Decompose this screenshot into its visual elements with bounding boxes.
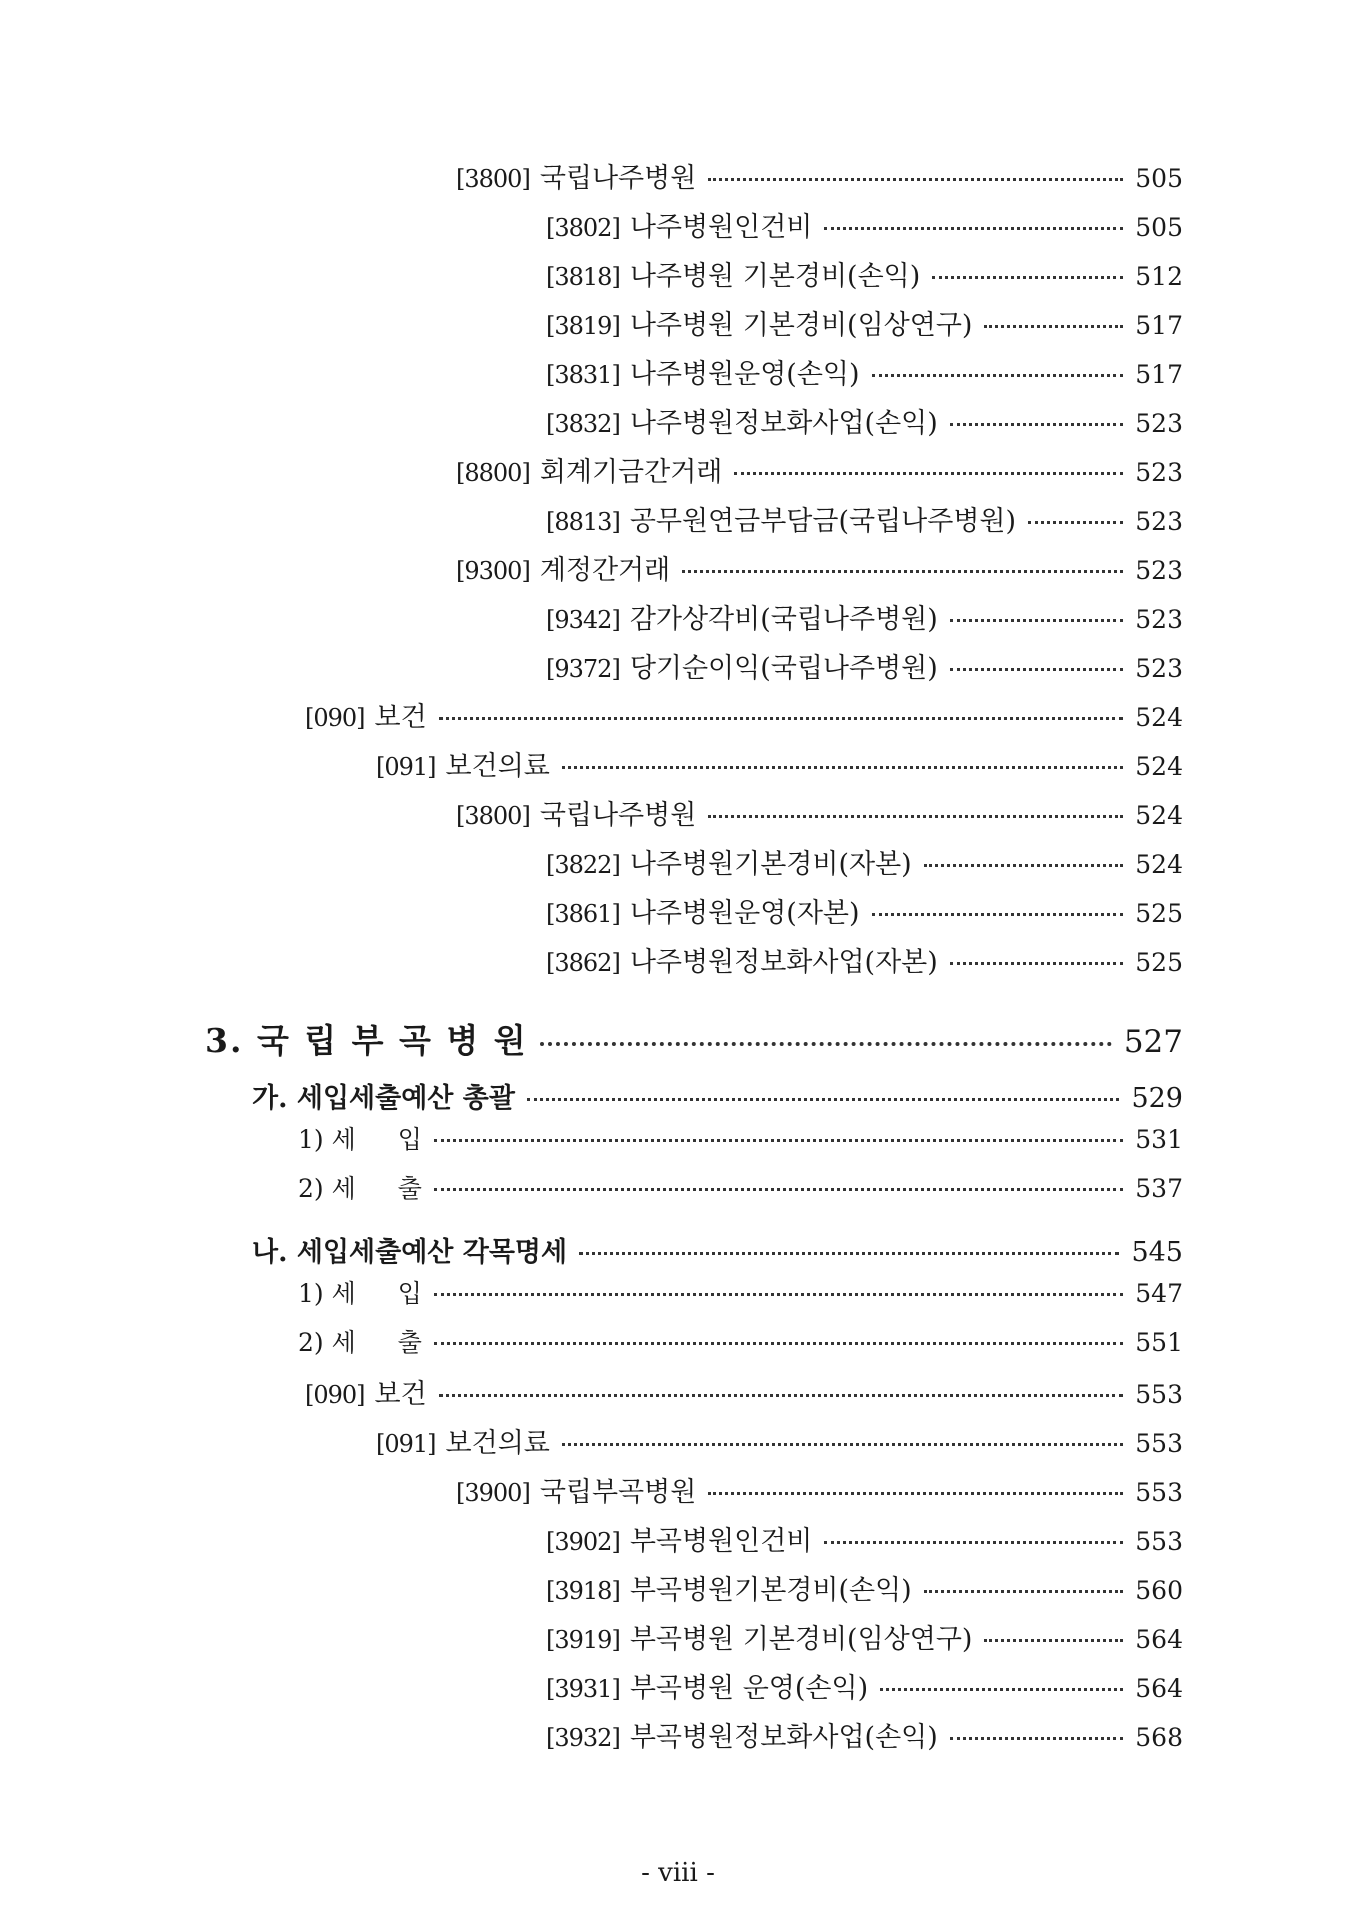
toc-item <box>298 1120 1183 1156</box>
toc-page-number: 527 <box>1123 1024 1183 1060</box>
toc-page-number: 523 <box>1135 409 1183 438</box>
toc-label: 국립나주병원 <box>539 800 697 831</box>
toc-entry <box>456 1470 1183 1509</box>
dot-leader <box>984 321 1123 328</box>
toc-code: [8813] <box>546 508 620 536</box>
toc-code: [3819] <box>546 312 620 340</box>
toc-entry <box>546 1666 1183 1705</box>
dot-leader <box>872 909 1124 916</box>
dot-leader <box>434 1135 1123 1142</box>
toc-label: 부곡병원정보화사업(손익) <box>629 1722 938 1753</box>
toc-page-number: 531 <box>1135 1125 1183 1154</box>
toc-page-number: 537 <box>1135 1174 1183 1203</box>
toc-label: 보건의료 <box>445 751 550 782</box>
dot-leader <box>434 1184 1123 1191</box>
toc-label: 국립나주병원 <box>539 163 697 194</box>
dot-leader <box>950 664 1123 671</box>
toc-page-number: 523 <box>1135 556 1183 585</box>
toc-entry <box>456 450 1183 489</box>
toc-page-number: 553 <box>1135 1380 1183 1409</box>
toc-label: 나주병원운영(자본) <box>629 898 860 929</box>
dot-leader <box>708 1488 1123 1495</box>
dot-leader <box>562 762 1123 769</box>
toc-page-number: 505 <box>1135 164 1183 193</box>
toc-item-word: 출 <box>397 1328 422 1357</box>
toc-code: [3802] <box>546 214 620 242</box>
toc-item <box>298 1323 1183 1359</box>
toc-entry <box>376 744 1183 783</box>
toc-section <box>252 1076 1183 1115</box>
toc-page-number: 523 <box>1135 507 1183 536</box>
toc-code: [3900] <box>456 1479 530 1507</box>
toc-code: [3931] <box>546 1675 620 1703</box>
toc-entry <box>546 646 1183 685</box>
toc-label: 보건 <box>374 1379 427 1410</box>
toc-entry <box>376 1421 1183 1460</box>
toc-label: 나주병원 기본경비(손익) <box>629 261 921 292</box>
toc-page-number: 560 <box>1135 1576 1183 1605</box>
toc-page-number: 525 <box>1135 899 1183 928</box>
toc-page-number: 568 <box>1135 1723 1183 1752</box>
toc-code: [3818] <box>546 263 620 291</box>
dot-leader <box>527 1094 1120 1101</box>
toc-code: [3831] <box>546 361 620 389</box>
toc-label: 보건 <box>374 702 427 733</box>
toc-page-number: 564 <box>1135 1674 1183 1703</box>
page-number-footer: - viii - <box>641 1858 715 1888</box>
toc-item-prefix: 1) 세 <box>298 1279 356 1308</box>
toc-label: 부곡병원인건비 <box>629 1526 813 1557</box>
toc-code: [3800] <box>456 165 530 193</box>
toc-code: [090] <box>305 704 365 732</box>
dot-leader <box>708 811 1123 818</box>
toc-item-word: 출 <box>397 1174 422 1203</box>
toc-code: [3932] <box>546 1724 620 1752</box>
toc-label: 나주병원기본경비(자본) <box>629 849 912 880</box>
dot-leader <box>924 1586 1124 1593</box>
toc-page-number: 525 <box>1135 948 1183 977</box>
toc-section <box>252 1230 1183 1269</box>
dot-leader <box>950 958 1123 965</box>
toc-code: [3918] <box>546 1577 620 1605</box>
dot-leader <box>734 468 1123 475</box>
toc-page-number: 512 <box>1135 262 1183 291</box>
dot-leader <box>439 713 1124 720</box>
toc-section-title: 나. 세입세출예산 각목명세 <box>252 1237 568 1268</box>
toc-entry <box>546 352 1183 391</box>
toc-entry <box>305 1372 1183 1411</box>
toc-entry <box>546 1617 1183 1656</box>
dot-leader <box>708 174 1123 181</box>
toc-item <box>298 1169 1183 1205</box>
toc-entry <box>456 548 1183 587</box>
dot-leader <box>880 1684 1123 1691</box>
toc-code: [091] <box>376 753 436 781</box>
toc-code: [8800] <box>456 459 530 487</box>
toc-page-number: 524 <box>1135 850 1183 879</box>
toc-page-number: 524 <box>1135 801 1183 830</box>
dot-leader <box>950 1733 1123 1740</box>
dot-leader <box>579 1248 1119 1255</box>
toc-code: [090] <box>305 1381 365 1409</box>
toc-entry <box>456 793 1183 832</box>
dot-leader <box>984 1635 1123 1642</box>
toc-code: [9300] <box>456 557 530 585</box>
toc-entry <box>546 205 1183 244</box>
toc-entry <box>546 401 1183 440</box>
toc-item-prefix: 1) 세 <box>298 1125 356 1154</box>
toc-entry <box>546 1519 1183 1558</box>
toc-code: [3902] <box>546 1528 620 1556</box>
dot-leader <box>950 615 1123 622</box>
toc-label: 나주병원정보화사업(자본) <box>629 947 938 978</box>
toc-page-number: 524 <box>1135 752 1183 781</box>
toc-page-number: 523 <box>1135 605 1183 634</box>
toc-label: 감가상각비(국립나주병원) <box>629 604 938 635</box>
toc-item-word: 입 <box>397 1279 422 1308</box>
toc-entry <box>546 499 1183 538</box>
toc-label: 회계기금간거래 <box>539 457 723 488</box>
toc-page-number: 523 <box>1135 458 1183 487</box>
toc-code: [091] <box>376 1430 436 1458</box>
dot-leader <box>824 223 1123 230</box>
toc-page-number: 564 <box>1135 1625 1183 1654</box>
toc-code: [9342] <box>546 606 620 634</box>
toc-label: 부곡병원 운영(손익) <box>629 1673 869 1704</box>
toc-code: [3832] <box>546 410 620 438</box>
toc-code: [9372] <box>546 655 620 683</box>
toc-page-number: 553 <box>1135 1478 1183 1507</box>
toc-chapter-title: 3. 국 립 부 곡 병 원 <box>205 1021 528 1060</box>
dot-leader <box>562 1439 1123 1446</box>
toc-item-prefix: 2) 세 <box>298 1174 356 1203</box>
dot-leader <box>434 1338 1123 1345</box>
toc-page-number: 523 <box>1135 654 1183 683</box>
toc-entry <box>546 891 1183 930</box>
toc-page-number: 505 <box>1135 213 1183 242</box>
toc-code: [3919] <box>546 1626 620 1654</box>
toc-entry <box>546 597 1183 636</box>
dot-leader <box>682 566 1123 573</box>
toc-code: [3822] <box>546 851 620 879</box>
toc-entry <box>546 940 1183 979</box>
toc-item-word: 입 <box>397 1125 422 1154</box>
toc-page-number: 551 <box>1135 1328 1183 1357</box>
toc-page-number: 529 <box>1131 1083 1183 1114</box>
toc-label: 나주병원정보화사업(손익) <box>629 408 938 439</box>
toc-page-number: 545 <box>1131 1237 1183 1268</box>
toc-entry <box>546 1715 1183 1754</box>
toc-page-number: 517 <box>1135 311 1183 340</box>
toc-label: 부곡병원 기본경비(임상연구) <box>629 1624 973 1655</box>
toc-label: 계정간거래 <box>539 555 671 586</box>
toc-page-number: 517 <box>1135 360 1183 389</box>
toc-page-number: 547 <box>1135 1279 1183 1308</box>
dot-leader <box>434 1289 1123 1296</box>
toc-entry <box>546 254 1183 293</box>
toc-label: 공무원연금부담금(국립나주병원) <box>629 506 1017 537</box>
toc-item-prefix: 2) 세 <box>298 1328 356 1357</box>
toc-label: 당기순이익(국립나주병원) <box>629 653 938 684</box>
dot-leader <box>439 1390 1124 1397</box>
toc-section-title: 가. 세입세출예산 총괄 <box>252 1083 515 1114</box>
toc-page-number: 524 <box>1135 703 1183 732</box>
dot-leader <box>924 860 1124 867</box>
toc-item <box>298 1274 1183 1310</box>
dot-leader <box>824 1537 1123 1544</box>
toc-page-number: 553 <box>1135 1527 1183 1556</box>
toc-entry <box>456 156 1183 195</box>
toc-label: 보건의료 <box>445 1428 550 1459</box>
toc-entry <box>546 842 1183 881</box>
dot-leader <box>540 1038 1112 1046</box>
toc-page-number: 553 <box>1135 1429 1183 1458</box>
toc-entry <box>305 695 1183 734</box>
dot-leader <box>932 272 1123 279</box>
toc-code: [3800] <box>456 802 530 830</box>
toc-code: [3862] <box>546 949 620 977</box>
dot-leader <box>1028 517 1123 524</box>
toc-entry <box>546 303 1183 342</box>
toc-label: 부곡병원기본경비(손익) <box>629 1575 912 1606</box>
toc-label: 나주병원 기본경비(임상연구) <box>629 310 973 341</box>
toc-chapter <box>205 1015 1183 1062</box>
toc-code: [3861] <box>546 900 620 928</box>
dot-leader <box>872 370 1124 377</box>
toc-label: 나주병원인건비 <box>629 212 813 243</box>
dot-leader <box>950 419 1123 426</box>
toc-entry <box>546 1568 1183 1607</box>
toc-label: 국립부곡병원 <box>539 1477 697 1508</box>
toc-label: 나주병원운영(손익) <box>629 359 860 390</box>
